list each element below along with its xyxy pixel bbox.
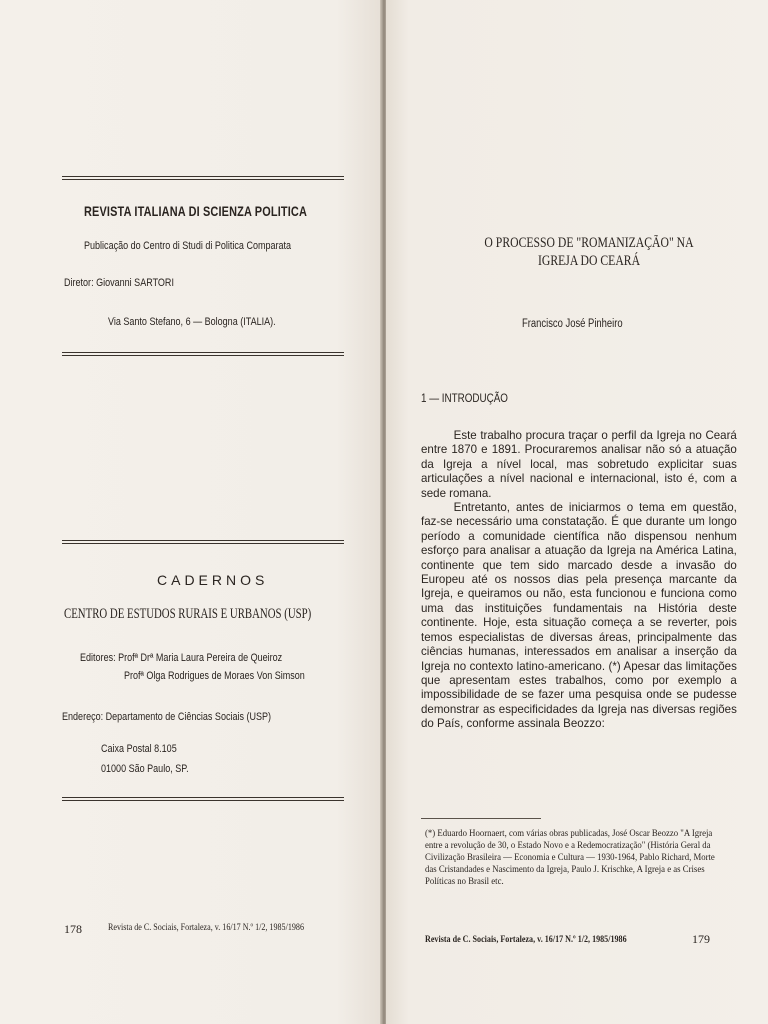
page-footer-citation: Revista de C. Sociais, Fortaleza, v. 16/17 N.º 1/2, 1985/1986 (425, 935, 627, 945)
cadernos-postal-box: Caixa Postal 8.105 (101, 743, 177, 755)
divider (62, 540, 344, 544)
cadernos-editors-1: Editores: Profª Drª Maria Laura Pereira de Queiroz (80, 652, 283, 664)
paragraph: Este trabalho procura traçar o perfil da Igreja no Ceará entre 1870 e 1891. Procuraremos analisar não só a atuação da Igreja a nível local, mas sobretudo explicitar suas articulações a nível nacional e internacional, isto é, com a sede romana. (421, 428, 737, 500)
section-heading: 1 — INTRODUÇÃO (421, 391, 508, 405)
article-author: Francisco José Pinheiro (522, 318, 623, 330)
divider (62, 176, 344, 180)
page-number: 178 (64, 922, 82, 936)
revista-title: REVISTA ITALIANA DI SCIENZA POLITICA (84, 203, 308, 219)
page-number: 179 (692, 932, 710, 946)
cadernos-city: 01000 São Paulo, SP. (101, 763, 189, 775)
revista-publication: Publicação do Centro di Studi di Politica Comparata (84, 240, 292, 252)
cadernos-address-label: Endereço: Departamento de Ciências Sociais (USP) (62, 711, 272, 723)
article-body (421, 428, 737, 731)
divider (62, 797, 344, 801)
cadernos-editors-2: Profª Olga Rodrigues de Moraes Von Simson (124, 670, 305, 682)
page-footer-citation: Revista de C. Sociais, Fortaleza, v. 16/17 N.º 1/2, 1985/1986 (108, 923, 304, 933)
footnote-divider (421, 818, 541, 819)
footnote (425, 828, 721, 888)
cadernos-center: CENTRO DE ESTUDOS RURAIS E URBANOS (USP) (64, 606, 312, 622)
divider (62, 352, 344, 356)
paragraph: Entretanto, antes de iniciarmos o tema em questão, faz-se necessário uma constatação. É que durante um longo período a comunidade científica não dispensou nenhum esforço para analisar a atuação da Igreja na América Latina, continente que tem sido marcado desde a invasão do Europeu até os nossos dias pela presença marcante da Igreja, e queiramos ou não, esta funcionou e funciona como uma das instituições fundamentais na História deste continente. Hoje, esta situação começa a se reverter, pois temos especialistas de diversas áreas, principalmente das ciências humanas, interessados em analisar a inserção da Igreja no contexto latino-americano. (*) Apesar das limitações que apresentam estes trabalhos, como por exemplo a impossibilidade de se fazer uma pesquisa onde se pudesse demonstrar as especificidades da Igreja nas diversas regiões do País, conforme assinala Beozzo: (421, 500, 737, 731)
revista-director: Diretor: Giovanni SARTORI (64, 277, 174, 289)
cadernos-title: CADERNOS (157, 572, 269, 588)
revista-address: Via Santo Stefano, 6 — Bologna (ITALIA). (108, 316, 276, 328)
footnote-text: (*) Eduardo Hoornaert, com várias obras publicadas, José Oscar Beozzo "A Igreja entre a revolução de 30, o Estado Novo e a Redemocratização" (História Geral da Civilização Brasileira — Economia e Cultura — 1930-1964, Pablo Richard, Morte das Cristandades e Nascimento da Igreja, Paulo J. Krischke, A Igreja e as Crises Políticas no Brasil etc. (425, 829, 715, 887)
article-title: O PROCESSO DE "ROMANIZAÇÃO" NA IGREJA DO CEARÁ (484, 235, 694, 269)
left-page (0, 0, 382, 1024)
